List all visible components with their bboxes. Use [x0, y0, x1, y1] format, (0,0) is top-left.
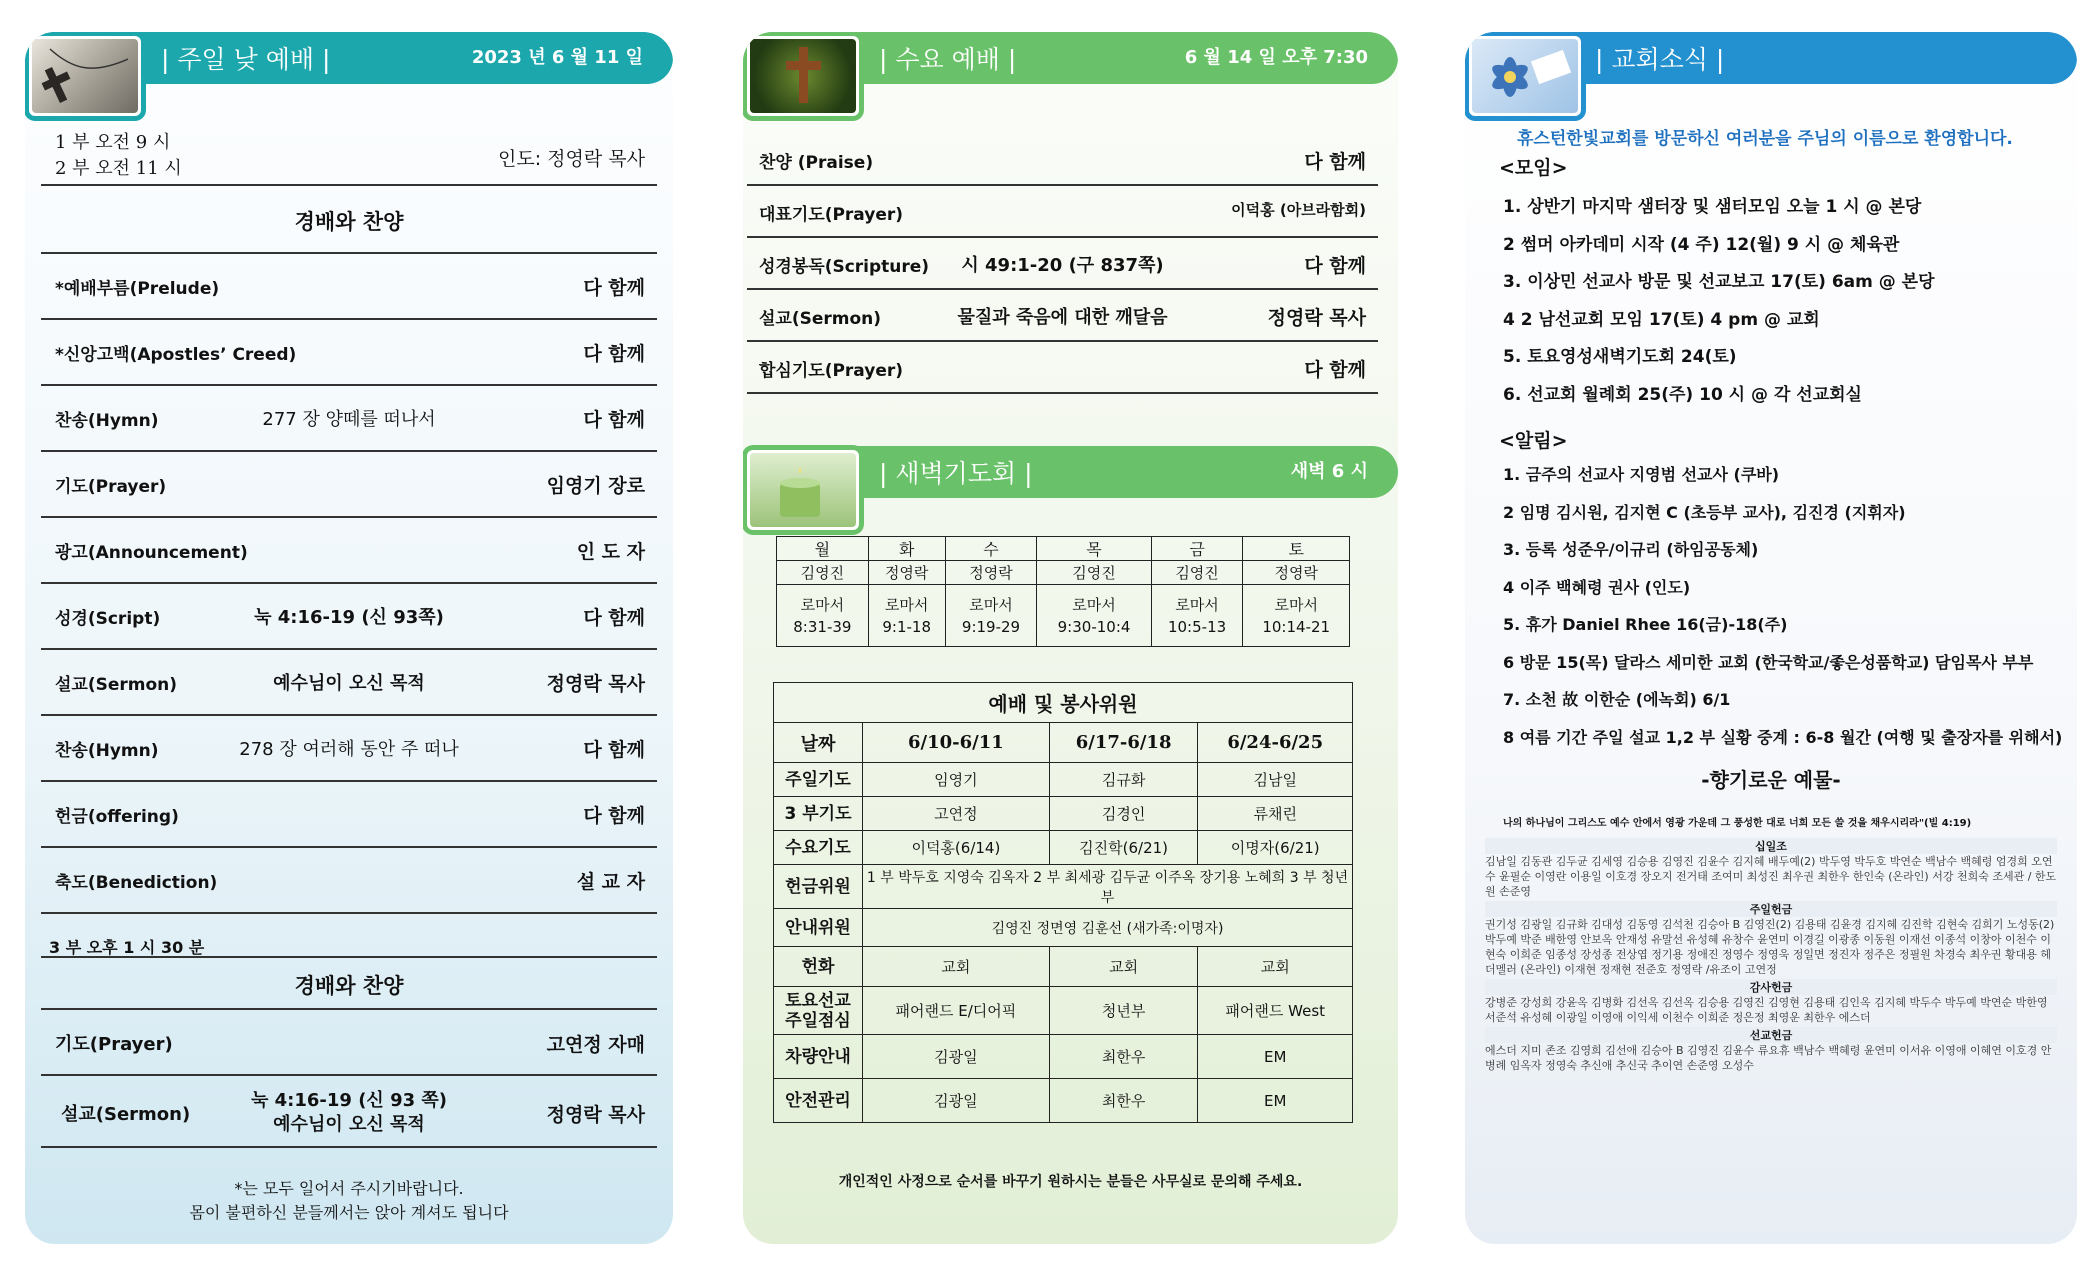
dawn-leader: 정영락	[868, 561, 945, 585]
order-leader: 임영기 장로	[546, 475, 645, 497]
order-label: 찬양 (Praise)	[759, 153, 874, 173]
praise-heading-row	[41, 184, 657, 254]
order-detail: 예수님이 오신 목적	[273, 673, 425, 694]
sunday-service-panel	[25, 32, 673, 1244]
standing-note	[25, 1177, 673, 1225]
duty-cell: 김규화	[1049, 763, 1198, 797]
service3-scripture: 눅 4:16-19 (신 93 쪽)	[250, 1090, 448, 1111]
order-detail: 시 49:1-20 (구 837쪽)	[961, 255, 1164, 276]
dawn-verse: 10:14-21	[1262, 617, 1331, 636]
wednesday-order-row	[747, 134, 1378, 186]
order-label: *신앙고백(Apostles’ Creed)	[55, 345, 297, 365]
praise-heading: 경배와 찬양	[294, 210, 404, 234]
dawn-day: 월	[777, 537, 869, 561]
service3-prayer-label: 기도(Prayer)	[55, 1034, 173, 1055]
service3-sermon-right: 정영락 목사	[546, 1104, 645, 1126]
order-label: 설교(Sermon)	[759, 309, 882, 329]
duty-label: 수요기도	[774, 831, 863, 865]
order-leader: 설 교 자	[576, 871, 645, 893]
meeting-item: 1. 상반기 마지막 샘터장 및 샘터모임 오늘 1 시 @ 본당	[1503, 197, 1922, 217]
duty-cell: 최한우	[1049, 1035, 1198, 1079]
candle-image	[747, 450, 859, 530]
order-label: 설교(Sermon)	[55, 675, 178, 695]
duty-header-cell: 6/24-6/25	[1198, 723, 1353, 763]
duty-cell: 김진학(6/21)	[1049, 831, 1198, 865]
offering-group-names: 권기성 김광일 김규화 김대성 김동영 김석천 김승아 B 김영진(2) 김용태 김윤경 김지혜 김진학 김현숙 김희기 노성동(2) 박두예 박준 배한영 안보옥 안재성 유말선 유성혜 유창수 윤연미 이경길 이광종 이동원 이재선 이종석 이창아 이천수 이현숙 이희준 임종성 장성종 전상엽 정기용 정애진 정영수 정영욱 정일면 정진자 정주은 정필원 차경숙 최우권 황대용 헤더멜러 (온라인) 이재현 정재현 전준호 정영락 /유조이 고연정	[1485, 918, 2055, 976]
dawn-title: | 새벽기도회 |	[879, 459, 1033, 488]
wednesday-service-panel	[743, 32, 1398, 1244]
dawn-passage	[777, 585, 869, 647]
service3-sermon-title: 예수님이 오신 목적	[273, 1114, 425, 1135]
duty-span-cell: 김영진 정면영 김훈선 (새가족:이명자)	[863, 909, 1353, 947]
duty-cell: 이덕홍(6/14)	[863, 831, 1050, 865]
order-leader: 다 함께	[1304, 151, 1366, 173]
duty-table	[773, 682, 1353, 1123]
order-detail: 278 장 여러해 동안 주 떠나	[239, 739, 459, 760]
dawn-leader: 김영진	[1151, 561, 1243, 585]
duty-label: 안내위원	[774, 909, 863, 947]
offering-group-head: 선교헌금	[1485, 1027, 2057, 1043]
dawn-verse: 9:30-10:4	[1057, 617, 1131, 636]
sunday-order-row	[41, 320, 657, 386]
duty-cell: 김남일	[1198, 763, 1353, 797]
offering-group-names: 에스더 지미 존조 김영희 김선애 김승아 B 김영진 김윤수 류요휴 백남수 백혜령 윤연미 이서유 이영애 이혜연 이호경 안병례 임옥자 정영숙 추신애 추신국 추이연 손준영 오성수	[1485, 1044, 2052, 1072]
duty-title: 예배 및 봉사위원	[774, 683, 1353, 723]
flower-image	[1469, 36, 1581, 116]
sunday-order-row	[41, 518, 657, 584]
dawn-leader: 김영진	[777, 561, 869, 585]
service2-time: 2 부 오전 11 시	[55, 158, 182, 179]
duty-cell: 교회	[863, 947, 1050, 987]
dawn-book: 로마서	[1175, 595, 1219, 614]
dawn-schedule-table	[776, 536, 1350, 647]
service3-sermon-label: 설교(Sermon)	[61, 1104, 191, 1125]
duty-cell: 교회	[1198, 947, 1353, 987]
order-label: 광고(Announcement)	[55, 543, 248, 563]
duty-cell: 김광일	[863, 1079, 1050, 1123]
order-leader: 인 도 자	[576, 541, 645, 563]
wooden-cross-image	[747, 36, 859, 116]
order-label: *예배부름(Prelude)	[55, 279, 220, 299]
order-label: 찬송(Hymn)	[55, 741, 159, 761]
duty-label: 안전관리	[774, 1079, 863, 1123]
offering-verse: 나의 하나님이 그리스도 예수 안에서 영광 가운데 그 풍성한 대로 너희 모든 쓸 것을 채우시리라"(빌 4:19)	[1503, 818, 1972, 829]
duty-header-cell: 날짜	[774, 723, 863, 763]
offering-group-head: 감사헌금	[1485, 979, 2057, 995]
duty-cell: 청년부	[1049, 987, 1198, 1035]
offering-group-names: 강병준 강성희 강윤옥 김병화 김선옥 김선옥 김승용 김영진 김영현 김용태 김인옥 김지혜 박두수 박두예 박연순 박한영 서준석 유성혜 이광일 이영애 이익세 이천수 이희준 정은정 최영운 최한우 에스더	[1485, 996, 2048, 1024]
order-label: 합심기도(Prayer)	[759, 361, 904, 381]
notice-item: 7. 소천 故 이한순 (에녹회) 6/1	[1503, 690, 1731, 709]
order-label: 대표기도(Prayer)	[759, 205, 904, 225]
service3-prayer-row	[41, 1010, 657, 1076]
duty-cell: 김경인	[1049, 797, 1198, 831]
dawn-leader: 정영락	[1243, 561, 1350, 585]
dawn-passage	[945, 585, 1037, 647]
dawn-day: 목	[1037, 537, 1151, 561]
notice-item: 4 이주 백혜령 권사 (인도)	[1503, 577, 1691, 597]
service-times-row	[41, 118, 657, 186]
offering-group-names: 김남일 김동관 김두균 김세영 김승용 김영진 김윤수 김지혜 배두예(2) 박두영 박두호 박연순 백남수 백혜령 엄경희 오연수 윤필순 이영란 이용일 이호경 장오지 전거태 조여미 최성진 최우권 최한우 한인숙 (온라인) 서강 천희숙 조세관 / 한도원 손준영	[1485, 855, 2057, 898]
duty-cell: 이명자(6/21)	[1198, 831, 1353, 865]
meetings-heading: <모임>	[1499, 157, 1568, 179]
dawn-day: 금	[1151, 537, 1243, 561]
dawn-verse: 8:31-39	[793, 617, 852, 636]
welcome-message: 휴스턴한빛교회를 방문하신 여러분을 주님의 이름으로 환영합니다.	[1517, 129, 2013, 149]
meeting-item: 2 썸머 아카데미 시작 (4 주) 12(월) 9 시 @ 체육관	[1503, 234, 1900, 255]
duty-cell: EM	[1198, 1079, 1353, 1123]
praise-heading-row-2	[41, 958, 657, 1010]
order-label: 성경(Script)	[55, 609, 161, 629]
order-leader: 정영락 목사	[1267, 307, 1366, 329]
duty-label: 토요선교 주일점심	[774, 987, 863, 1035]
sunday-order-row	[41, 650, 657, 716]
dawn-passage	[1151, 585, 1243, 647]
dawn-book: 로마서	[800, 595, 845, 614]
duty-label: 헌화	[774, 947, 863, 987]
order-leader: 다 함께	[1304, 255, 1366, 277]
dawn-book: 로마서	[969, 595, 1013, 614]
service3-time: 3 부 오후 1 시 30 분	[49, 938, 205, 957]
dawn-leader: 김영진	[1037, 561, 1151, 585]
praise-heading-2: 경배와 찬양	[294, 974, 404, 998]
duty-cell: 임영기	[863, 763, 1050, 797]
meeting-item: 3. 이상민 선교사 방문 및 선교보고 17(토) 6am @ 본당	[1503, 272, 1935, 292]
meeting-item: 5. 토요영성새벽기도회 24(토)	[1503, 347, 1737, 367]
wednesday-order-row	[747, 186, 1378, 238]
offering-groups	[1485, 836, 2057, 1073]
dawn-day: 수	[945, 537, 1037, 561]
wednesday-date: 6 월 14 일 오후 7:30	[1184, 47, 1368, 68]
order-leader: 다 함께	[583, 409, 645, 431]
order-leader: 다 함께	[1304, 359, 1366, 381]
notice-item: 3. 등록 성준우/이규리 (하임공동체)	[1503, 540, 1759, 559]
church-news-panel	[1465, 32, 2077, 1244]
sunday-order-row	[41, 848, 657, 914]
sunday-order-row	[41, 254, 657, 320]
duty-header-cell: 6/10-6/11	[863, 723, 1050, 763]
notice-item: 5. 휴가 Daniel Rhee 16(금)-18(주)	[1503, 615, 1788, 634]
order-label: 찬송(Hymn)	[55, 411, 159, 431]
dawn-passage	[1037, 585, 1151, 647]
wednesday-order-row	[747, 342, 1378, 394]
standing-note-1: *는 모두 일어서 주시기바랍니다.	[234, 1179, 464, 1198]
service3-prayer-right: 고연정 자매	[546, 1034, 645, 1056]
offering-title: -향기로운 예물-	[1701, 768, 1841, 792]
order-leader: 정영락 목사	[546, 673, 645, 695]
service-leader: 인도: 정영락 목사	[498, 148, 645, 170]
order-leader: 다 함께	[583, 277, 645, 299]
sunday-order-row	[41, 386, 657, 452]
meeting-item: 4 2 남선교회 모임 17(토) 4 pm @ 교회	[1503, 309, 1820, 330]
duty-header-cell: 6/17-6/18	[1049, 723, 1198, 763]
notices-heading: <알림>	[1499, 430, 1568, 452]
sunday-title: | 주일 낮 예배 |	[161, 45, 331, 74]
dawn-time: 새벽 6 시	[1290, 461, 1368, 482]
sunday-date: 2023 년 6 월 11 일	[471, 47, 643, 68]
duty-cell: 패어랜드 West	[1198, 987, 1353, 1035]
service3-sermon-row	[41, 1076, 657, 1148]
order-label: 축도(Benediction)	[55, 873, 218, 893]
service1-time: 1 부 오전 9 시	[55, 132, 171, 153]
duty-cell: 패어랜드 E/디어픽	[863, 987, 1050, 1035]
dawn-day: 토	[1243, 537, 1350, 561]
notice-item: 8 여름 기간 주일 설교 1,2 부 실황 중계 : 6-8 월간 (여행 및 출장자를 위해서)	[1503, 727, 2063, 747]
duty-cell: 최한우	[1049, 1079, 1198, 1123]
order-leader: 다 함께	[583, 607, 645, 629]
duty-span-cell: 1 부 박두호 지영숙 김옥자 2 부 최세광 김두균 이주옥 장기용 노혜희 3 부 청년부	[863, 865, 1353, 909]
order-leader: 다 함께	[583, 739, 645, 761]
bible-cross-image	[29, 36, 141, 116]
order-label: 기도(Prayer)	[55, 477, 167, 497]
duty-cell: 류채린	[1198, 797, 1353, 831]
sunday-order-row	[41, 782, 657, 848]
notice-item: 1. 금주의 선교사 지영범 선교사 (쿠바)	[1503, 465, 1780, 484]
offering-group-head: 주일헌금	[1485, 901, 2057, 917]
wednesday-footnote: 개인적인 사정으로 순서를 바꾸기 원하시는 분들은 사무실로 문의해 주세요.	[838, 1174, 1303, 1190]
order-detail: 눅 4:16-19 (신 93쪽)	[254, 607, 444, 628]
dawn-day: 화	[868, 537, 945, 561]
dawn-verse: 9:1-18	[882, 617, 931, 636]
dawn-book: 로마서	[1274, 595, 1318, 614]
duty-cell: EM	[1198, 1035, 1353, 1079]
dawn-leader: 정영락	[945, 561, 1037, 585]
order-leader: 다 함께	[583, 805, 645, 827]
duty-label: 차량안내	[774, 1035, 863, 1079]
duty-label: 주일기도	[774, 763, 863, 797]
notice-item: 2 임명 김시원, 김지현 C (초등부 교사), 김진경 (지휘자)	[1503, 502, 1906, 522]
duty-cell: 김광일	[863, 1035, 1050, 1079]
order-label: 헌금(offering)	[55, 807, 179, 827]
duty-label: 3 부기도	[774, 797, 863, 831]
sunday-order-row	[41, 584, 657, 650]
offering-group-head: 십일조	[1485, 838, 2057, 854]
standing-note-2: 몸이 불편하신 분들께서는 앉아 계셔도 됩니다	[189, 1203, 509, 1222]
sunday-order-row	[41, 716, 657, 782]
duty-cell: 교회	[1049, 947, 1198, 987]
wednesday-order-row	[747, 290, 1378, 342]
order-detail: 물질과 죽음에 대한 깨달음	[957, 307, 1168, 328]
order-label: 성경봉독(Scripture)	[759, 257, 930, 277]
order-detail: 277 장 양떼를 떠나서	[262, 409, 436, 430]
dawn-book: 로마서	[884, 595, 929, 614]
notice-item: 6 방문 15(목) 달라스 세미한 교회 (한국학교/좋은성품학교) 담임목사 부부	[1503, 652, 2034, 672]
dawn-verse: 9:19-29	[961, 617, 1021, 636]
order-leader: 이덕홍 (아브라함회)	[1231, 201, 1366, 219]
sunday-order-row	[41, 452, 657, 518]
wednesday-title: | 수요 예배 |	[879, 45, 1017, 74]
order-leader: 다 함께	[583, 343, 645, 365]
dawn-verse: 10:5-13	[1167, 617, 1227, 636]
meeting-item: 6. 선교회 월례회 25(주) 10 시 @ 각 선교회실	[1503, 384, 1862, 405]
news-title: | 교회소식 |	[1595, 45, 1725, 74]
duty-cell: 고연정	[863, 797, 1050, 831]
dawn-passage	[1243, 585, 1350, 647]
duty-label: 헌금위원	[774, 865, 863, 909]
dawn-passage	[868, 585, 945, 647]
dawn-book: 로마서	[1072, 595, 1116, 614]
wednesday-order-row	[747, 238, 1378, 290]
